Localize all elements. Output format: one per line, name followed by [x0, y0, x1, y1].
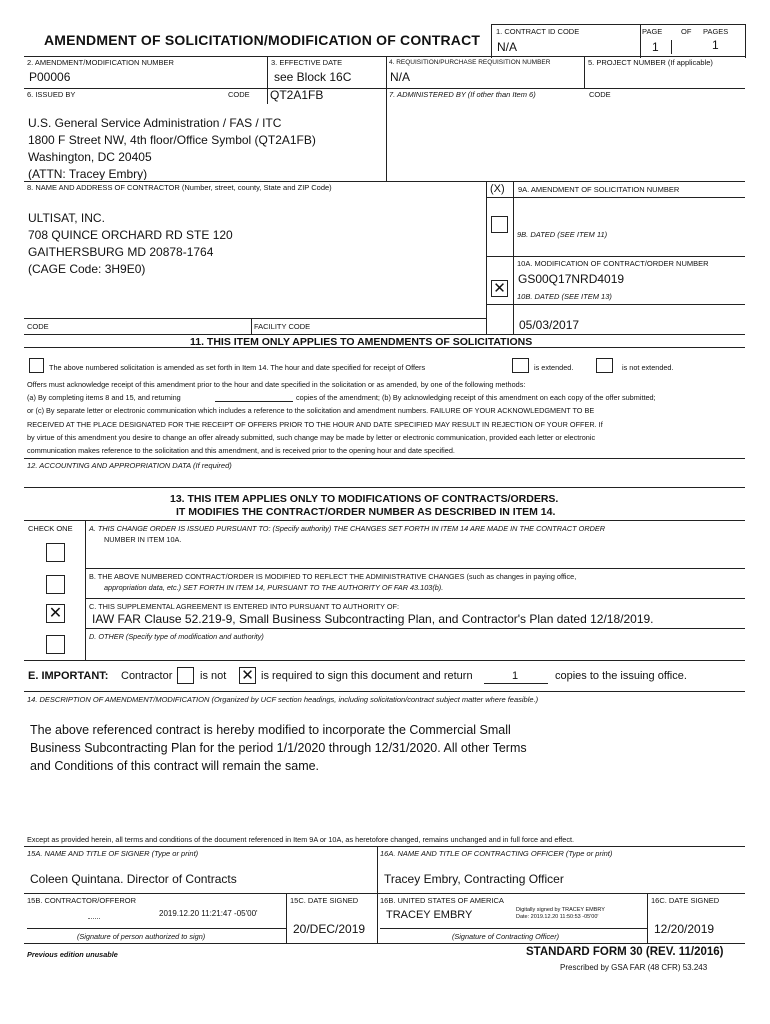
dated-10b-value[interactable]: 05/03/2017: [519, 318, 580, 332]
of-label: OF: [681, 27, 692, 36]
x-column-label: (X): [490, 183, 505, 195]
section-13d-line1: D. OTHER (Specify type of modification and authority): [89, 632, 264, 641]
issued-by-code-label: CODE: [228, 90, 250, 99]
contractor-line: ULTISAT, INC.: [28, 211, 105, 225]
effective-date-value[interactable]: see Block 16C: [274, 70, 352, 84]
returning-copies-blank[interactable]: [215, 401, 293, 402]
page-label: PAGE: [642, 27, 663, 36]
contractor-signature-line: [27, 928, 286, 929]
checkbox-9[interactable]: [491, 216, 508, 233]
pages-label: PAGES: [703, 27, 729, 36]
usa-label: 16B. UNITED STATES OF AMERICA: [380, 896, 504, 905]
section-13b-line1: B. THE ABOVE NUMBERED CONTRACT/ORDER IS MODIFIED TO REFLECT THE ADMINISTRATIVE CHANGES (such as changes in paying office,: [89, 572, 577, 581]
amendment-number-value[interactable]: P00006: [29, 70, 71, 84]
description-line: and Conditions of this contract will remain the same.: [30, 759, 320, 773]
amendment-solicitation-label: 9A. AMENDMENT OF SOLICITATION NUMBER: [518, 185, 680, 194]
contractor-signature-stamp: 2019.12.20 11:21:47 -05'00': [159, 909, 258, 918]
section-13a-line2: NUMBER IN ITEM 10A.: [104, 535, 182, 544]
section-11-p6: communication makes reference to the solicitation and this amendment, and is received prior to the opening hour and date specified.: [27, 446, 455, 455]
checkbox-is-required[interactable]: ✕: [239, 667, 256, 684]
important-is-not: is not: [200, 670, 227, 682]
contractor-line: GAITHERSBURG MD 20878-1764: [28, 245, 214, 259]
administered-by-label: 7. ADMINISTERED BY (If other than Item 6): [389, 90, 536, 99]
contractor-signature-mark: [88, 911, 100, 919]
standard-form-number: STANDARD FORM 30 (REV. 11/2016): [526, 946, 724, 958]
date-signed-16c-value[interactable]: 12/20/2019: [654, 922, 715, 936]
section-11-p3: or (c) By separate letter or electronic communication which includes a reference to the solicitation and amendment numbers. FAILURE OF YOUR ACKNOWLEDGMENT TO BE: [27, 406, 595, 415]
section-13a-line1: A. THIS CHANGE ORDER IS ISSUED PURSUANT TO: (Specify authority) THE CHANGES SET FORTH IN ITEM 14 ARE MADE IN THE CONTRACT ORDER: [89, 524, 605, 533]
previous-edition-note: Previous edition unusable: [27, 950, 118, 959]
description-line: Business Subcontracting Plan for the period 1/1/2020 through 12/31/2020. All other Terms: [30, 741, 527, 755]
section-11-p2a: (a) By completing items 8 and 15, and returning: [27, 393, 181, 402]
contractor-address-label: 8. NAME AND ADDRESS OF CONTRACTOR (Number, street, county, State and ZIP Code): [27, 183, 332, 192]
requisition-number-value[interactable]: N/A: [390, 70, 411, 84]
page-value[interactable]: 1: [652, 40, 659, 54]
contractor-line: (CAGE Code: 3H9E0): [28, 262, 146, 276]
officer-signature-name: TRACEY EMBRY: [386, 909, 473, 921]
checkbox-13a[interactable]: [46, 543, 65, 562]
section-13b-line2: appropriation data, etc.) SET FORTH IN ITEM 14, PURSUANT TO THE AUTHORITY OF FAR 43.103(b).: [104, 583, 444, 592]
contractor-offeror-label: 15B. CONTRACTOR/OFFEROR: [27, 896, 137, 905]
section-11-extended: is extended.: [534, 363, 574, 372]
contractor-line: 708 QUINCE ORCHARD RD STE 120: [28, 228, 233, 242]
checkbox-13b[interactable]: [46, 575, 65, 594]
section-13-title-1: 13. THIS ITEM APPLIES ONLY TO MODIFICATIONS OF CONTRACTS/ORDERS.: [170, 493, 559, 505]
contract-id-value[interactable]: N/A: [497, 40, 518, 54]
checkbox-10[interactable]: ✕: [491, 280, 508, 297]
digital-signature-line-1: Digitally signed by TRACEY EMBRY: [516, 907, 605, 913]
signer-name-label: 15A. NAME AND TITLE OF SIGNER (Type or print): [27, 849, 199, 858]
check-one-label: CHECK ONE: [28, 524, 73, 533]
requisition-number-label: 4. REQUISITION/PURCHASE REQUISITION NUMBER: [389, 59, 551, 66]
digital-signature-line-2: Date: 2019.12.20 11:50:53 -05'00': [516, 914, 599, 920]
section-13-title-2: IT MODIFIES THE CONTRACT/ORDER NUMBER AS DESCRIBED IN ITEM 14.: [176, 506, 556, 518]
contracting-officer-label: 16A. NAME AND TITLE OF CONTRACTING OFFICER (Type or print): [380, 849, 613, 858]
contractor-signature-caption: (Signature of person authorized to sign): [77, 932, 206, 941]
issued-by-label: 6. ISSUED BY: [27, 90, 76, 99]
issuer-line: Washington, DC 20405: [28, 150, 152, 164]
checkbox-is-not[interactable]: [177, 667, 194, 684]
modification-number-value[interactable]: GS00Q17NRD4019: [518, 272, 625, 286]
section-11-not-extended: is not extended.: [622, 363, 674, 372]
modification-number-label: 10A. MODIFICATION OF CONTRACT/ORDER NUMBER: [517, 259, 709, 268]
accounting-data-label: 12. ACCOUNTING AND APPROPRIATION DATA (If required): [27, 461, 232, 470]
contract-id-label: 1. CONTRACT ID CODE: [496, 27, 580, 36]
issuer-line: 1800 F Street NW, 4th floor/Office Symbol (QT2A1FB): [28, 133, 316, 147]
description-line: The above referenced contract is hereby modified to incorporate the Commercial Small: [30, 723, 511, 737]
amendment-number-label: 2. AMENDMENT/MODIFICATION NUMBER: [27, 58, 174, 67]
project-number-label: 5. PROJECT NUMBER (If applicable): [588, 58, 713, 67]
section-13c-authority[interactable]: IAW FAR Clause 52.219-9, Small Business Subcontracting Plan, and Contractor's Plan dated 12/18/2019.: [92, 612, 654, 626]
dated-10b-label: 10B. DATED (SEE ITEM 13): [517, 292, 612, 301]
important-contractor: Contractor: [121, 670, 173, 682]
facility-code-label: FACILITY CODE: [254, 322, 311, 331]
important-label: E. IMPORTANT:: [28, 670, 109, 682]
except-provided-text: Except as provided herein, all terms and conditions of the document referenced in Item 9A or 10A, as heretofore changed, remains unchanged and in full force and effect.: [27, 835, 575, 844]
return-copies-line: [484, 683, 548, 684]
date-signed-15c-label: 15C. DATE SIGNED: [290, 896, 359, 905]
return-copies-value[interactable]: 1: [512, 670, 519, 682]
checkbox-13d[interactable]: [46, 635, 65, 654]
dated-9b-label: 9B. DATED (SEE ITEM 11): [517, 230, 608, 239]
checkbox-11-amended[interactable]: [29, 358, 44, 373]
issuer-line: U.S. General Service Administration / FAS / ITC: [28, 116, 282, 130]
effective-date-label: 3. EFFECTIVE DATE: [271, 58, 343, 67]
officer-signature-caption: (Signature of Contracting Officer): [452, 932, 560, 941]
checkbox-11-extended[interactable]: [512, 358, 529, 373]
section-11-line1: The above numbered solicitation is amended as set forth in Item 14. The hour and date specified for receipt of Offers: [49, 363, 426, 372]
section-11-title: 11. THIS ITEM ONLY APPLIES TO AMENDMENTS OF SOLICITATIONS: [190, 336, 533, 348]
signer-name-value[interactable]: Coleen Quintana. Director of Contracts: [30, 872, 237, 886]
date-signed-16c-label: 16C. DATE SIGNED: [651, 896, 720, 905]
section-11-p1: Offers must acknowledge receipt of this amendment prior to the hour and date specified in the solicitation or as amended, by one of the following methods:: [27, 380, 526, 389]
administered-by-code-label: CODE: [589, 90, 611, 99]
officer-signature-line: [380, 928, 647, 929]
code-label-bottom: CODE: [27, 322, 49, 331]
important-tail: copies to the issuing office.: [555, 670, 687, 682]
section-11-p4: RECEIVED AT THE PLACE DESIGNATED FOR THE RECEIPT OF OFFERS PRIOR TO THE HOUR AND DATE SPECIFIED MAY RESULT IN REJECTION OF YOUR OFFER. If: [27, 420, 603, 429]
section-11-p5: by virtue of this amendment you desire to change an offer already submitted, such change may be made by letter or electronic communication, provided each letter or electronic: [27, 433, 596, 442]
section-13c-line1: C. THIS SUPPLEMENTAL AGREEMENT IS ENTERED INTO PURSUANT TO AUTHORITY OF:: [89, 602, 400, 611]
section-11-p2b: copies of the amendment; (b) By acknowledging receipt of this amendment on each copy of the offer submitted;: [296, 393, 656, 402]
form-title: AMENDMENT OF SOLICITATION/MODIFICATION OF CONTRACT: [44, 32, 481, 48]
description-label: 14. DESCRIPTION OF AMENDMENT/MODIFICATION (Organized by UCF section headings, including solicitation/contract subject matter where feasible.): [27, 695, 539, 704]
checkbox-11-not-extended[interactable]: [596, 358, 613, 373]
issued-by-code-value[interactable]: QT2A1FB: [270, 88, 324, 102]
contracting-officer-value[interactable]: Tracey Embry, Contracting Officer: [384, 872, 564, 886]
pages-value[interactable]: 1: [712, 38, 719, 52]
prescribed-by: Prescribed by GSA FAR (48 CFR) 53.243: [560, 963, 708, 972]
date-signed-15c-value[interactable]: 20/DEC/2019: [293, 922, 366, 936]
checkbox-13c[interactable]: ✕: [46, 604, 65, 623]
issuer-line: (ATTN: Tracey Embry): [28, 167, 148, 180]
important-is-required: is required to sign this document and return: [261, 670, 473, 682]
